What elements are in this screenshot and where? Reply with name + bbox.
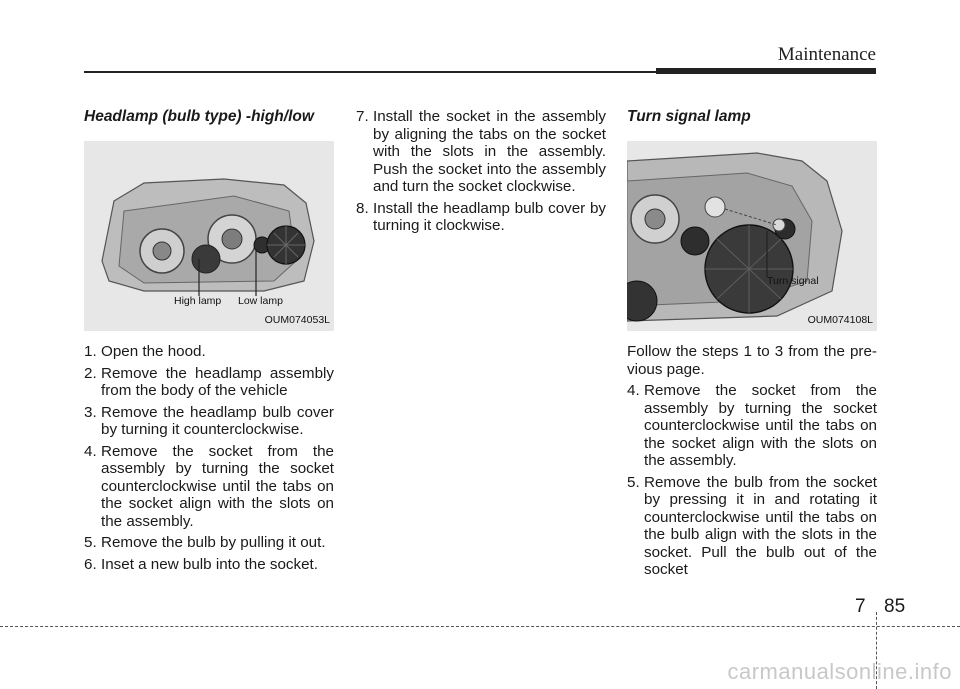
list-item: 8. Install the headlamp bulb cover by turning it clockwise. — [356, 199, 606, 234]
figure-code: OUM074053L — [264, 313, 330, 326]
right-steps-list — [627, 382, 877, 579]
headlamp-figure — [84, 141, 334, 331]
page-number: 85 — [884, 596, 906, 617]
right-column — [627, 108, 877, 583]
list-item: 1. Open the hood. — [84, 343, 206, 360]
list-item: 5. Remove the bulb from the socket by pressing it in and rotating it counterclockwise until the tabs on the bulb align with the slots in the socket. Pull the bulb out of the socket — [627, 473, 877, 578]
left-steps-list — [84, 343, 334, 573]
watermark: carmanualsonline.info — [727, 659, 952, 684]
header-rule-thin — [84, 71, 664, 73]
list-item: 6. Inset a new bulb into the socket. — [84, 555, 318, 573]
turn-signal-callout: Turn signal — [767, 275, 819, 287]
list-item: 4. Remove the socket from the assembly by turning the socket counterclockwise until the tabs on the socket align with the slots on the assembly. — [627, 382, 877, 469]
section-title-turn-signal: Turn signal lamp — [627, 108, 751, 125]
header-title: Maintenance — [777, 44, 876, 65]
section-title-headlamp: Headlamp (bulb type) -high/low — [84, 108, 314, 125]
list-item: 7. Install the socket in the assembly by aligning the tabs on the socket with the slots in the assembly. Push the socket into the assembly and turn the socket clockwise. — [356, 108, 606, 195]
list-item: 2. Remove the headlamp assembly from the body of the vehicle — [84, 364, 334, 399]
low-lamp-callout: Low lamp — [238, 295, 283, 307]
list-item: 4. Remove the socket from the assembly by turning the socket counterclockwise until the tabs on the socket align with the slots on the assembly. — [84, 442, 334, 530]
figure-code: OUM074108L — [807, 313, 873, 326]
high-lamp-callout: High lamp — [174, 295, 222, 307]
header-rule-thick — [656, 68, 876, 74]
turn-signal-illustration — [627, 141, 877, 331]
list-item: 3. Remove the headlamp bulb cover by turning it counterclockwise. — [84, 403, 334, 438]
footer-rule — [0, 626, 960, 627]
chapter-number: 7 — [855, 596, 866, 617]
middle-steps-list — [356, 108, 606, 235]
middle-column — [356, 108, 606, 239]
intro-text: Follow the steps 1 to 3 from the pre- vious page. — [627, 343, 877, 378]
list-item: 5. Remove the bulb by pulling it out. — [84, 534, 326, 551]
left-column — [84, 108, 334, 577]
turn-signal-figure — [627, 141, 877, 331]
